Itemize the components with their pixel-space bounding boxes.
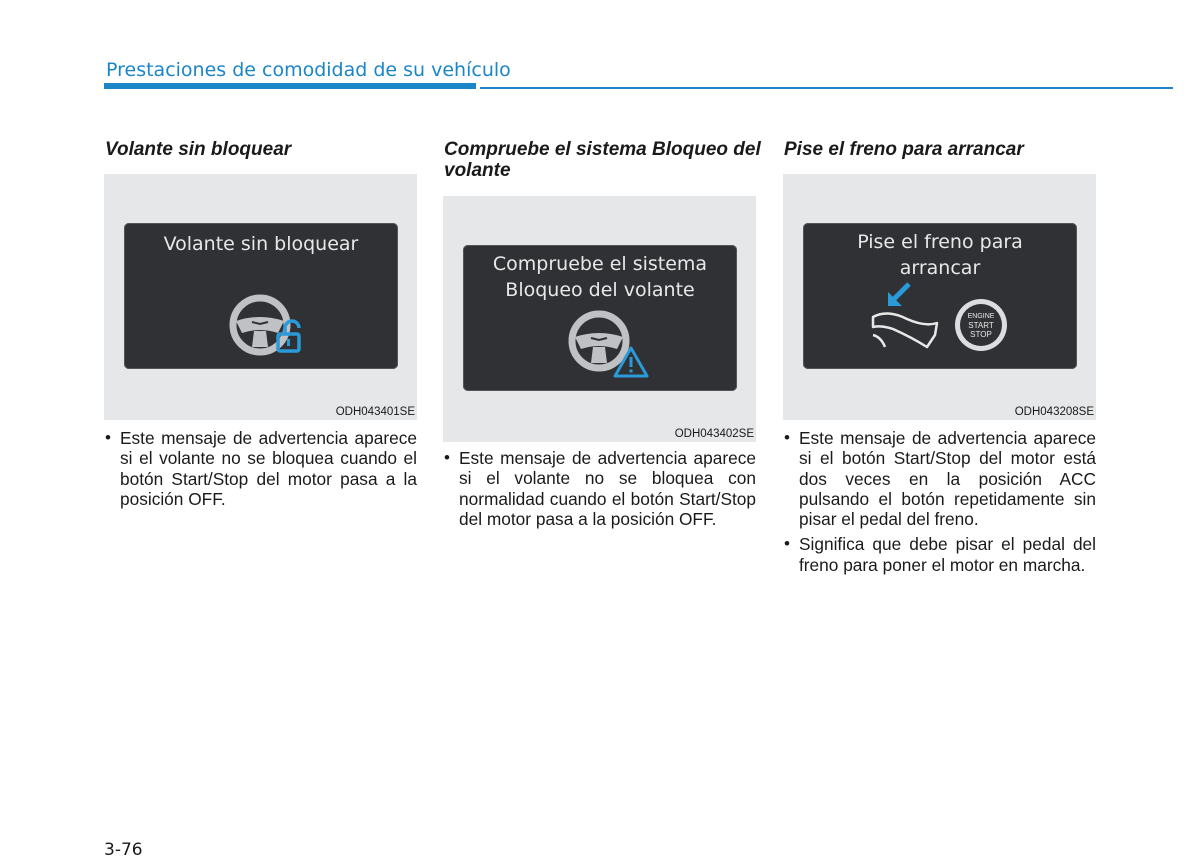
bullet-list <box>104 428 417 514</box>
figure-cluster-display <box>443 196 756 442</box>
engine-button-label-2: START <box>968 321 994 330</box>
figure-cluster-display <box>783 174 1096 420</box>
bullet-list <box>443 448 756 534</box>
screen-message-line-1: Compruebe el sistema <box>492 253 708 275</box>
page-number: 3-76 <box>104 840 143 860</box>
bullet-item: • Este mensaje de advertencia aparece si el botón Start/Stop del motor está dos veces en la posición ACC pulsando el botón repetidamente sin pisar el pedal del freno. <box>783 428 1096 529</box>
figure-code: ODH043402SE <box>674 428 754 440</box>
cluster-screen <box>803 223 1077 369</box>
screen-message: Volante sin bloquear <box>163 233 359 255</box>
unlocked-padlock-icon <box>276 319 306 359</box>
brake-pedal-icon <box>867 303 947 363</box>
engine-start-button <box>953 297 1013 357</box>
engine-button-label-1: ENGINE <box>967 313 995 320</box>
section-heading: Compruebe el sistema Bloqueo del volante <box>444 139 761 181</box>
bullet-item: • Significa que debe pisar el pedal del freno para poner el motor en marcha. <box>783 534 1096 575</box>
engine-button-label-3: STOP <box>970 330 992 339</box>
header-rule-thick <box>104 83 476 89</box>
bullet-item: • Este mensaje de advertencia aparece si el volante no se bloquea cuando el botón Start/Stop del motor pasa a la posición OFF. <box>104 428 417 509</box>
screen-message-line-2: arrancar <box>899 257 981 279</box>
header-rule-thin <box>480 87 1173 89</box>
figure-code: ODH043208SE <box>1014 406 1094 418</box>
section-heading: Pise el freno para arrancar <box>784 139 1024 160</box>
cluster-screen <box>124 223 398 369</box>
figure-cluster-display <box>104 174 417 420</box>
cluster-screen <box>463 245 737 391</box>
screen-message-line-2: Bloqueo del volante <box>505 279 695 301</box>
bullet-item: • Este mensaje de advertencia aparece si el volante no se bloquea con normalidad cuando el botón Start/Stop del motor pasa a la posición OFF. <box>443 448 756 529</box>
bullet-list <box>783 428 1096 580</box>
section-heading: Volante sin bloquear <box>105 139 292 160</box>
warning-triangle-icon <box>613 345 651 379</box>
running-header: Prestaciones de comodidad de su vehículo <box>106 59 511 81</box>
figure-code: ODH043401SE <box>335 406 415 418</box>
screen-message-line-1: Pise el freno para <box>857 231 1023 253</box>
